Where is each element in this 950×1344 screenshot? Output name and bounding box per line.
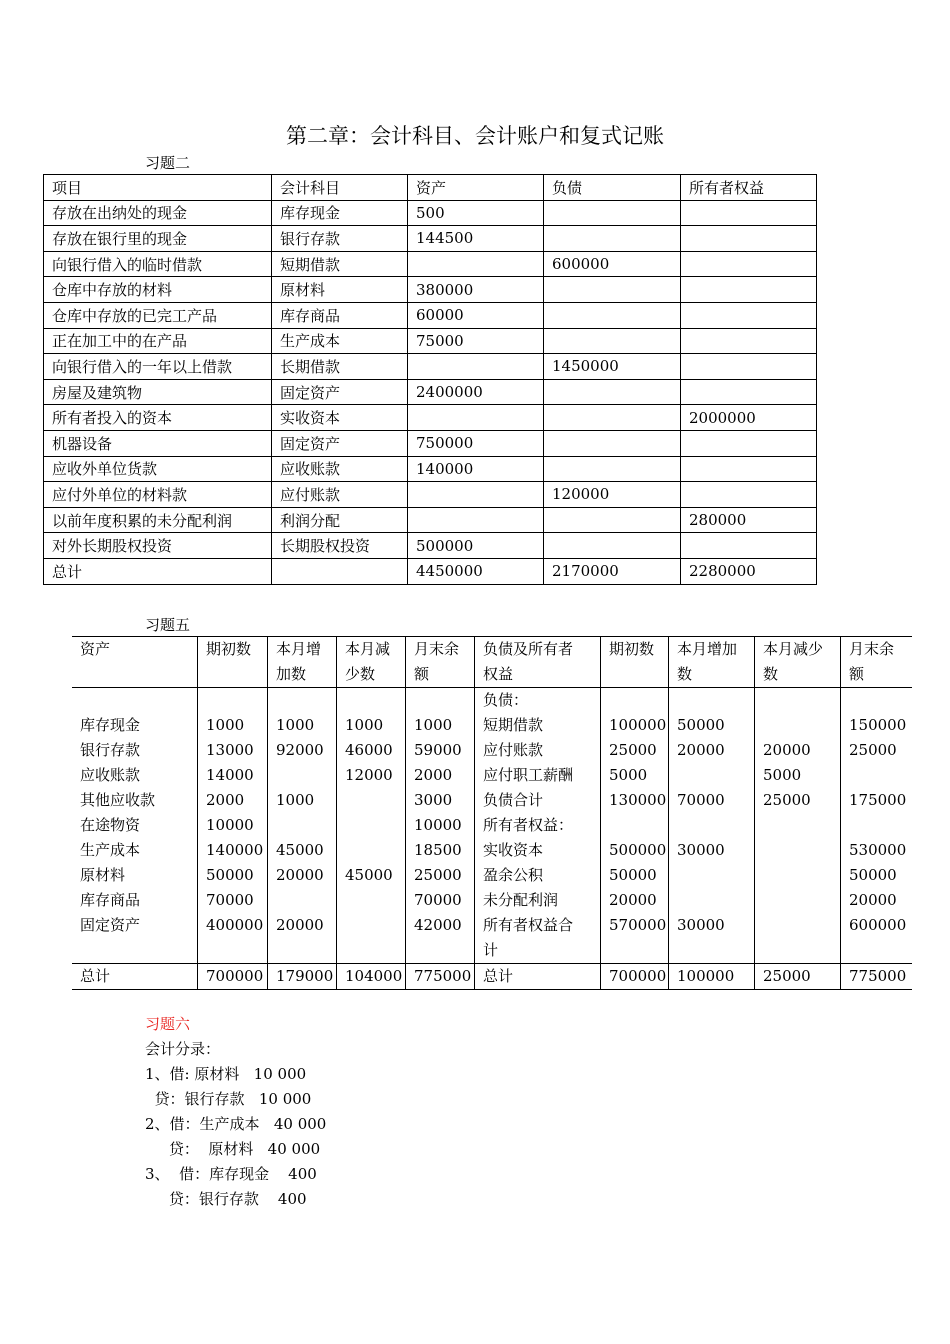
table-cell bbox=[544, 277, 681, 303]
table-cell: 应付账款 bbox=[272, 482, 408, 508]
journal-entries bbox=[145, 1062, 326, 1212]
journal-entries-title: 会计分录： bbox=[145, 1040, 221, 1058]
column-header: 期初数 bbox=[198, 637, 268, 688]
table-cell: 总计 bbox=[44, 558, 272, 584]
table-cell: 2000000 bbox=[681, 405, 817, 431]
exercise6-label: 习题六 bbox=[145, 1015, 191, 1033]
table-total-row bbox=[72, 964, 912, 990]
exercise5-table bbox=[72, 636, 912, 990]
table-row bbox=[44, 533, 817, 559]
table-cell: 固定资产 bbox=[272, 430, 408, 456]
table-cell: 700000 bbox=[601, 964, 669, 990]
column-header: 资产 bbox=[408, 175, 544, 201]
table-cell bbox=[544, 507, 681, 533]
table-cell: 所有者投入的资本 bbox=[44, 405, 272, 431]
table-cell: 库存现金 银行存款 应收账款 其他应收款 在途物资 生产成本 原材料 库存商品 固定资产 bbox=[80, 716, 156, 934]
table-cell: 25000 bbox=[755, 964, 841, 990]
table-row bbox=[44, 226, 817, 252]
table-cell: 长期借款 bbox=[272, 354, 408, 380]
column-header: 负债 bbox=[544, 175, 681, 201]
table-cell bbox=[681, 226, 817, 252]
table-cell: 对外长期股权投资 bbox=[44, 533, 272, 559]
table-cell bbox=[408, 405, 544, 431]
table-cell: 500000 bbox=[408, 533, 544, 559]
table-cell: 库存商品 bbox=[272, 302, 408, 328]
table-cell: 应付外单位的材料款 bbox=[44, 482, 272, 508]
table-row bbox=[44, 405, 817, 431]
table-cell bbox=[681, 251, 817, 277]
table-cell: 600000 bbox=[544, 251, 681, 277]
table-cell bbox=[408, 507, 544, 533]
table-cell: 房屋及建筑物 bbox=[44, 379, 272, 405]
column-header: 本月增加 数 bbox=[669, 637, 755, 688]
table-cell bbox=[544, 430, 681, 456]
table-cell: 银行存款 bbox=[272, 226, 408, 252]
table-cell: 总计 bbox=[475, 964, 601, 990]
table-cell: 104000 bbox=[337, 964, 406, 990]
table-row bbox=[44, 328, 817, 354]
table-cell: 750000 bbox=[408, 430, 544, 456]
table-cell bbox=[544, 226, 681, 252]
table-row bbox=[44, 277, 817, 303]
table-cell bbox=[681, 430, 817, 456]
exercise2-label: 习题二 bbox=[145, 154, 191, 172]
table-header-row bbox=[72, 637, 912, 688]
table-cell: 700000 bbox=[198, 964, 268, 990]
table-cell bbox=[681, 200, 817, 226]
table-cell: 4450000 bbox=[408, 558, 544, 584]
table-cell bbox=[681, 379, 817, 405]
column-header: 会计科目 bbox=[272, 175, 408, 201]
table-cell: 仓库中存放的已完工产品 bbox=[44, 302, 272, 328]
table-cell bbox=[681, 328, 817, 354]
column-header: 本月减 少数 bbox=[337, 637, 406, 688]
table-cell: 100000 25000 5000 130000 500000 50000 20000 570000 bbox=[601, 688, 669, 964]
table-cell: 75000 bbox=[408, 328, 544, 354]
table-row bbox=[72, 688, 912, 964]
table-cell: 机器设备 bbox=[44, 430, 272, 456]
exercise2-table bbox=[43, 174, 817, 585]
table-cell bbox=[544, 456, 681, 482]
table-cell: 1000 13000 14000 2000 10000 140000 50000 70000 400000 bbox=[198, 688, 268, 964]
column-header: 期初数 bbox=[601, 637, 669, 688]
table-cell: 生产成本 bbox=[272, 328, 408, 354]
table-cell: 总计 bbox=[72, 964, 198, 990]
table-cell: 50000 20000 70000 30000 30000 bbox=[669, 688, 755, 964]
table-cell: 150000 25000 175000 530000 50000 20000 600000 bbox=[841, 688, 913, 964]
table-cell: 应收外单位货款 bbox=[44, 456, 272, 482]
table-cell: 固定资产 bbox=[272, 379, 408, 405]
journal-entry-line: 贷：银行存款 10 000 bbox=[145, 1090, 312, 1108]
table-cell: 利润分配 bbox=[272, 507, 408, 533]
table-cell: 1450000 bbox=[544, 354, 681, 380]
table-cell bbox=[544, 302, 681, 328]
journal-entry-line: 贷： 原材料 40 000 bbox=[145, 1140, 321, 1158]
column-header: 月末余 额 bbox=[406, 637, 475, 688]
table-cell bbox=[681, 482, 817, 508]
table-cell: 库存现金 bbox=[272, 200, 408, 226]
table-cell bbox=[681, 533, 817, 559]
table-row bbox=[44, 379, 817, 405]
journal-entry-line: 2、借：生产成本 40 000 bbox=[145, 1115, 327, 1133]
column-header: 所有者权益 bbox=[681, 175, 817, 201]
table-cell: 775000 bbox=[841, 964, 913, 990]
table-header-row bbox=[44, 175, 817, 201]
table-cell: 存放在银行里的现金 bbox=[44, 226, 272, 252]
table-row bbox=[44, 430, 817, 456]
table-cell: 775000 bbox=[406, 964, 475, 990]
table-cell bbox=[544, 405, 681, 431]
table-cell bbox=[544, 533, 681, 559]
table-row bbox=[44, 200, 817, 226]
table-row bbox=[44, 251, 817, 277]
table-cell bbox=[544, 379, 681, 405]
column-header: 本月增 加数 bbox=[268, 637, 337, 688]
table-cell: 120000 bbox=[544, 482, 681, 508]
table-cell: 60000 bbox=[408, 302, 544, 328]
table-cell: 存放在出纳处的现金 bbox=[44, 200, 272, 226]
table-cell: 向银行借入的一年以上借款 bbox=[44, 354, 272, 380]
exercise5-label: 习题五 bbox=[145, 616, 191, 634]
table-cell: 原材料 bbox=[272, 277, 408, 303]
table-cell bbox=[681, 354, 817, 380]
table-cell: 短期借款 bbox=[272, 251, 408, 277]
column-header: 项目 bbox=[44, 175, 272, 201]
table-cell: 179000 bbox=[268, 964, 337, 990]
table-cell: 280000 bbox=[681, 507, 817, 533]
table-cell: 应收账款 bbox=[272, 456, 408, 482]
table-cell bbox=[681, 277, 817, 303]
table-cell: 正在加工中的在产品 bbox=[44, 328, 272, 354]
table-cell: 以前年度积累的未分配利润 bbox=[44, 507, 272, 533]
table-cell bbox=[408, 251, 544, 277]
table-cell: 向银行借入的临时借款 bbox=[44, 251, 272, 277]
table-cell bbox=[408, 482, 544, 508]
table-row bbox=[44, 302, 817, 328]
table-cell: 1000 92000 1000 45000 20000 20000 bbox=[268, 688, 337, 964]
table-row bbox=[44, 507, 817, 533]
table-cell: 仓库中存放的材料 bbox=[44, 277, 272, 303]
journal-entry-line: 1、借: 原材料 10 000 bbox=[145, 1065, 307, 1083]
table-row bbox=[44, 558, 817, 584]
table-cell bbox=[681, 456, 817, 482]
table-row bbox=[44, 456, 817, 482]
table-cell: 1000 59000 2000 3000 10000 18500 25000 70000 42000 bbox=[406, 688, 475, 964]
table-cell: 长期股权投资 bbox=[272, 533, 408, 559]
table-cell: 380000 bbox=[408, 277, 544, 303]
table-cell: 144500 bbox=[408, 226, 544, 252]
column-header: 本月减少 数 bbox=[755, 637, 841, 688]
page-title: 第二章：会计科目、会计账户和复式记账 bbox=[286, 124, 664, 148]
column-header: 负债及所有者 权益 bbox=[475, 637, 601, 688]
table-cell: 100000 bbox=[669, 964, 755, 990]
table-cell bbox=[408, 354, 544, 380]
table-cell bbox=[681, 302, 817, 328]
table-row bbox=[44, 482, 817, 508]
table-cell bbox=[272, 558, 408, 584]
table-cell: 500 bbox=[408, 200, 544, 226]
table-cell: 2400000 bbox=[408, 379, 544, 405]
column-header: 资产 bbox=[72, 637, 198, 688]
table-row bbox=[44, 354, 817, 380]
column-header: 月末余 额 bbox=[841, 637, 913, 688]
table-cell: 2280000 bbox=[681, 558, 817, 584]
table-cell: 实收资本 bbox=[272, 405, 408, 431]
table-cell: 20000 5000 25000 bbox=[755, 688, 841, 964]
journal-entry-line: 贷：银行存款 400 bbox=[145, 1190, 307, 1208]
table-cell: 140000 bbox=[408, 456, 544, 482]
journal-entry-line: 3、 借：库存现金 400 bbox=[145, 1165, 317, 1183]
table-cell: 负债： 短期借款 应付账款 应付职工薪酬 负债合计 所有者权益： 实收资本 盈余公积 未分配利润 所有者权益合 计 bbox=[475, 688, 601, 964]
table-cell: 2170000 bbox=[544, 558, 681, 584]
table-cell bbox=[544, 200, 681, 226]
table-cell: 1000 46000 12000 45000 bbox=[337, 688, 406, 964]
table-cell bbox=[544, 328, 681, 354]
